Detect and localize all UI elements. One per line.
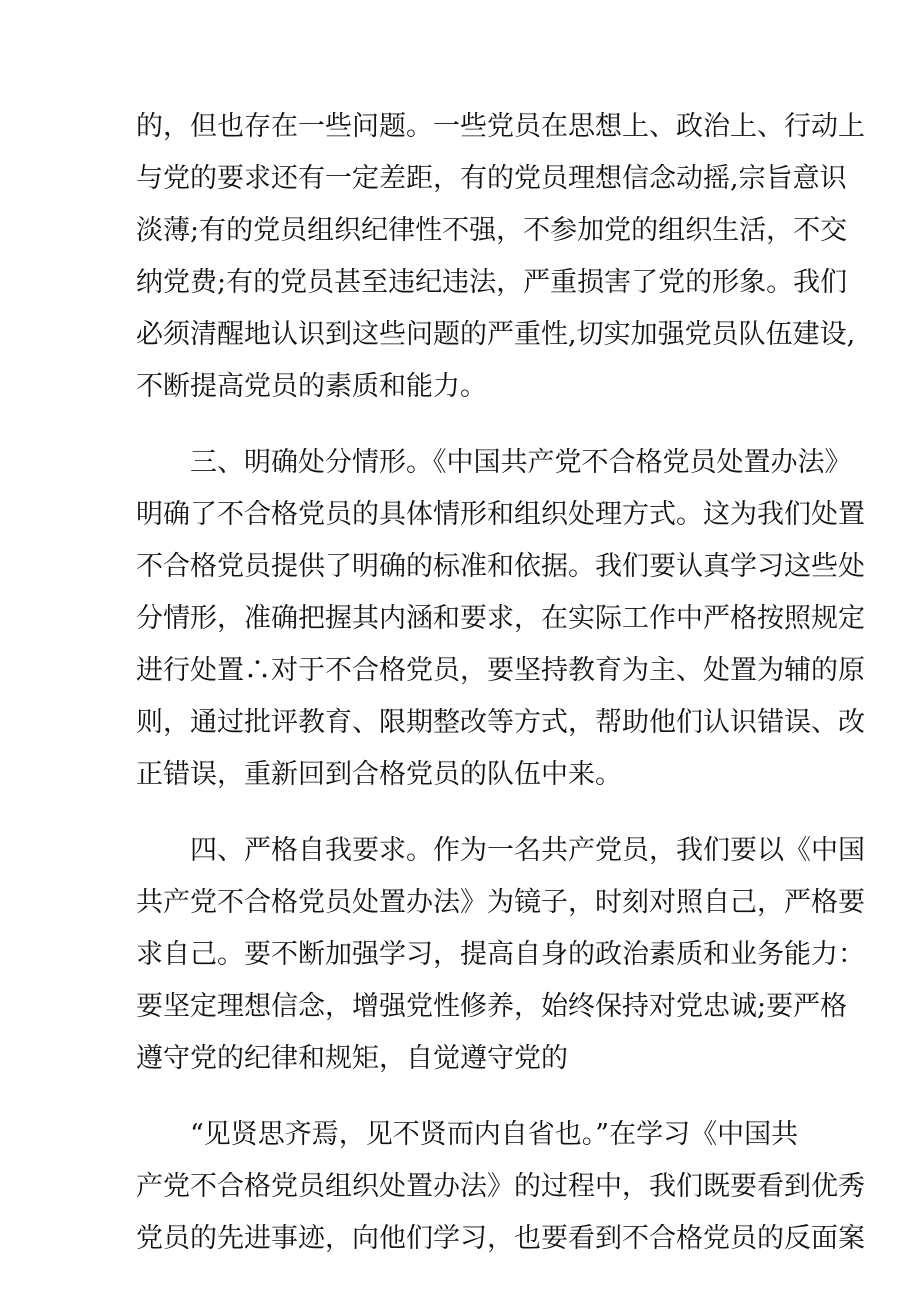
text-line: 分情形，准确把握其内涵和要求，在实际工作中严格按照规定 bbox=[136, 603, 865, 634]
text-line: 必须清醒地认识到这些问题的严重性,切实加强党员队伍建设, bbox=[136, 319, 856, 350]
text-line: 遵守党的纪律和规矩，自觉遵守党的 bbox=[136, 1043, 568, 1074]
text-line: 的，但也存在一些问题。一些党员在思想上、政治上、行动上 bbox=[136, 111, 865, 142]
section-four-heading-line: 四、严格自我要求。作为一名共产党员，我们要以《中国 bbox=[190, 835, 865, 866]
text-line: 则，通过批评教育、限期整改等方式，帮助他们认识错误、改 bbox=[136, 707, 865, 738]
text-line: 淡薄;有的党员组织纪律性不强，不参加党的组织生活，不交 bbox=[136, 215, 848, 246]
text-line: 党员的先进事迹，向他们学习，也要看到不合格党员的反面案 bbox=[136, 1223, 865, 1254]
text-line: 进行处置∴对于不合格党员，要坚持教育为主、处置为辅的原 bbox=[136, 655, 865, 686]
text-line: 共产党不合格党员处置办法》为镜子，时刻对照自己，严格要 bbox=[136, 887, 865, 918]
text-line: 与党的要求还有一定差距，有的党员理想信念动摇,宗旨意识 bbox=[136, 163, 847, 194]
text-line: 不合格党员提供了明确的标准和依据。我们要认真学习这些处 bbox=[136, 551, 865, 582]
text-line: 求自己。要不断加强学习，提高自身的政治素质和业务能力： bbox=[136, 939, 865, 970]
text-line: 不断提高党员的素质和能力。 bbox=[136, 371, 487, 402]
text-line: 产党不合格党员组织处置办法》的过程中，我们既要看到优秀 bbox=[136, 1171, 865, 1202]
text-line: 要坚定理想信念，增强党性修养，始终保持对党忠诚;要严格 bbox=[136, 991, 848, 1022]
text-line: 纳党费;有的党员甚至违纪违法，严重损害了党的形象。我们 bbox=[136, 267, 848, 298]
text-line: 正错误，重新回到合格党员的队伍中来。 bbox=[136, 759, 622, 790]
text-line: 明确了不合格党员的具体情形和组织处理方式。这为我们处置 bbox=[136, 499, 865, 530]
quote-line: “见贤思齐焉，见不贤而内自省也。”在学习《中国共 bbox=[190, 1119, 799, 1150]
section-three-heading-line: 三、明确处分情形。《中国共产党不合格党员处置办法》 bbox=[190, 447, 852, 478]
